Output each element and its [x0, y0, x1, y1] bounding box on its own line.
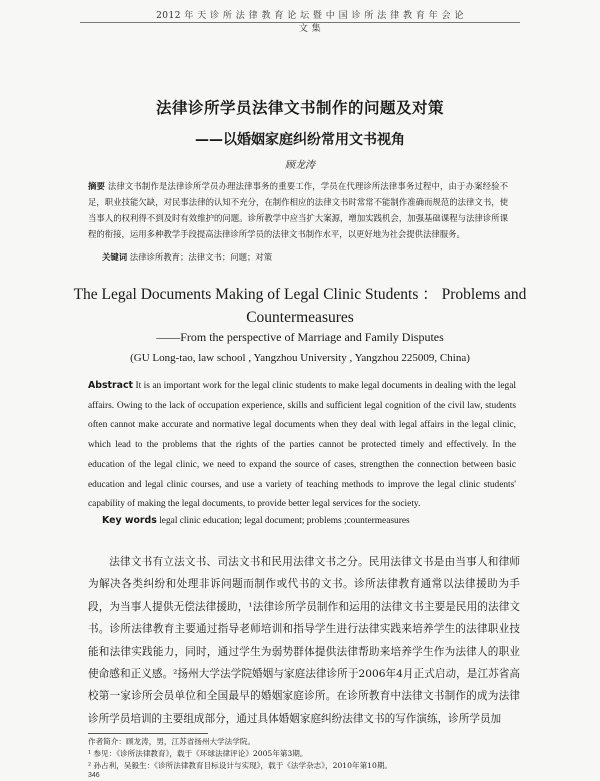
- running-head: 2012 年 天 诊 所 法 律 教 育 论 坛 暨 中 国 诊 所 法 律 教 育 年 会 论 文 集: [156, 11, 464, 34]
- chinese-title: 法律诊所学员法律文书制作的问题及对策: [155, 99, 444, 117]
- chinese-keywords-label: 关键词: [102, 252, 128, 262]
- english-keywords: [102, 514, 516, 528]
- chinese-keywords-text: 法律诊所教育；法律文书；问题；对策: [129, 252, 273, 262]
- chinese-subtitle: ——以婚姻家庭纠纷常用文书视角: [195, 132, 405, 148]
- english-abstract: [88, 376, 516, 515]
- chinese-abstract-label: 摘要: [88, 181, 106, 191]
- page-number: 346: [88, 772, 100, 779]
- footnote-author-info: 作者简介：顾龙涛，男，江苏省扬州大学法学院。: [88, 737, 256, 746]
- english-subtitle: ——From the perspective of Marriage and Family Disputes: [156, 330, 444, 344]
- english-title: The Legal Documents Making of Legal Clinic Students ： Problems and Countermeasures: [73, 286, 527, 326]
- footnotes: [88, 736, 528, 772]
- english-keywords-label: Key words: [102, 515, 157, 526]
- footnote-1: ¹ 参见：《诊所法律教育》，载于《环球法律评论》2005年第3期。: [88, 749, 308, 758]
- chinese-abstract: [88, 178, 508, 242]
- chinese-author: 顾龙涛: [285, 160, 315, 171]
- footnote-rule: [88, 733, 208, 734]
- body-paragraph: 法律文书有立法文书、司法文书和民用法律文书之分。民用法律文书是由当事人和律师为解决各类纠纷和处理非诉问题而制作或代书的文书。诊所法律教育通常以法律援助为手段，为当事人提供无偿法律援助，¹法律诊所学员制作和运用的法律文书主要是民用的法律文书。诊所法律教育主要通过指导老师培训和指导学生进行法律实践来培养学生的法律职业技能和法律实践能力，同时，通过学生为弱势群体提供法律帮助来培养学生作为法律人的职业使命感和正义感。²扬州大学法学院婚姻与家庭法律诊所于2006年4月正式启动，是江苏省高校第一家诊所会员单位和全国最早的婚姻家庭诊所。在诊所教育中法律文书制作的成为法律诊所学员培训的主要组成部分，通过具体婚姻家庭纠纷法律文书的写作演练，诊所学员加: [88, 556, 520, 725]
- footnote-2: ² 孙占利，吴毅生：《诊所法律教育目标设计与实现》，载于《法学杂志》，2010年第10期。: [88, 761, 393, 770]
- english-keywords-text: legal clinic education; legal document; problems ;countermeasures: [159, 516, 410, 526]
- english-author: (GU Long-tao, law school , Yangzhou University , Yangzhou 225009, China): [130, 352, 470, 364]
- header-rule: [80, 22, 520, 23]
- english-abstract-label: Abstract: [88, 380, 134, 391]
- chinese-abstract-text: 法律文书制作是法律诊所学员办理法律事务的重要工作，学员在代理诊所法律事务过程中，由于办案经验不足，职业技能欠缺，对民事法律的认知不充分，在制作相应的法律文书时常常不能制作准确而规范的法律文书，使当事人的权利得不到及时有效维护的问题。诊所教学中应当扩大案源，增加实践机会，加强基础课程与法律诊所课程的衔接，运用多种教学手段提高法律诊所学员的法律文书制作水平，以更好地为社会提供法律服务。: [88, 181, 509, 239]
- english-abstract-text: It is an important work for the legal clinic students to make legal documents in dealing with the legal affairs. Owing to the lack of occupation experience, skills and sufficient legal cognition of the civil law, students often cannot make accurate and normative legal documents when they deal with legal affairs in the legal clinic, which lead to the problems that the rights of the parties cannot be protected timely and effectively. In the education of the legal clinic, we need to expand the source of cases, strengthen the connection between basic education and legal clinic courses, and use a variety of teaching methods to improve the legal clinic students' capability of making the legal documents, to provide better legal services for the society.: [88, 381, 516, 510]
- chinese-keywords: [102, 250, 502, 264]
